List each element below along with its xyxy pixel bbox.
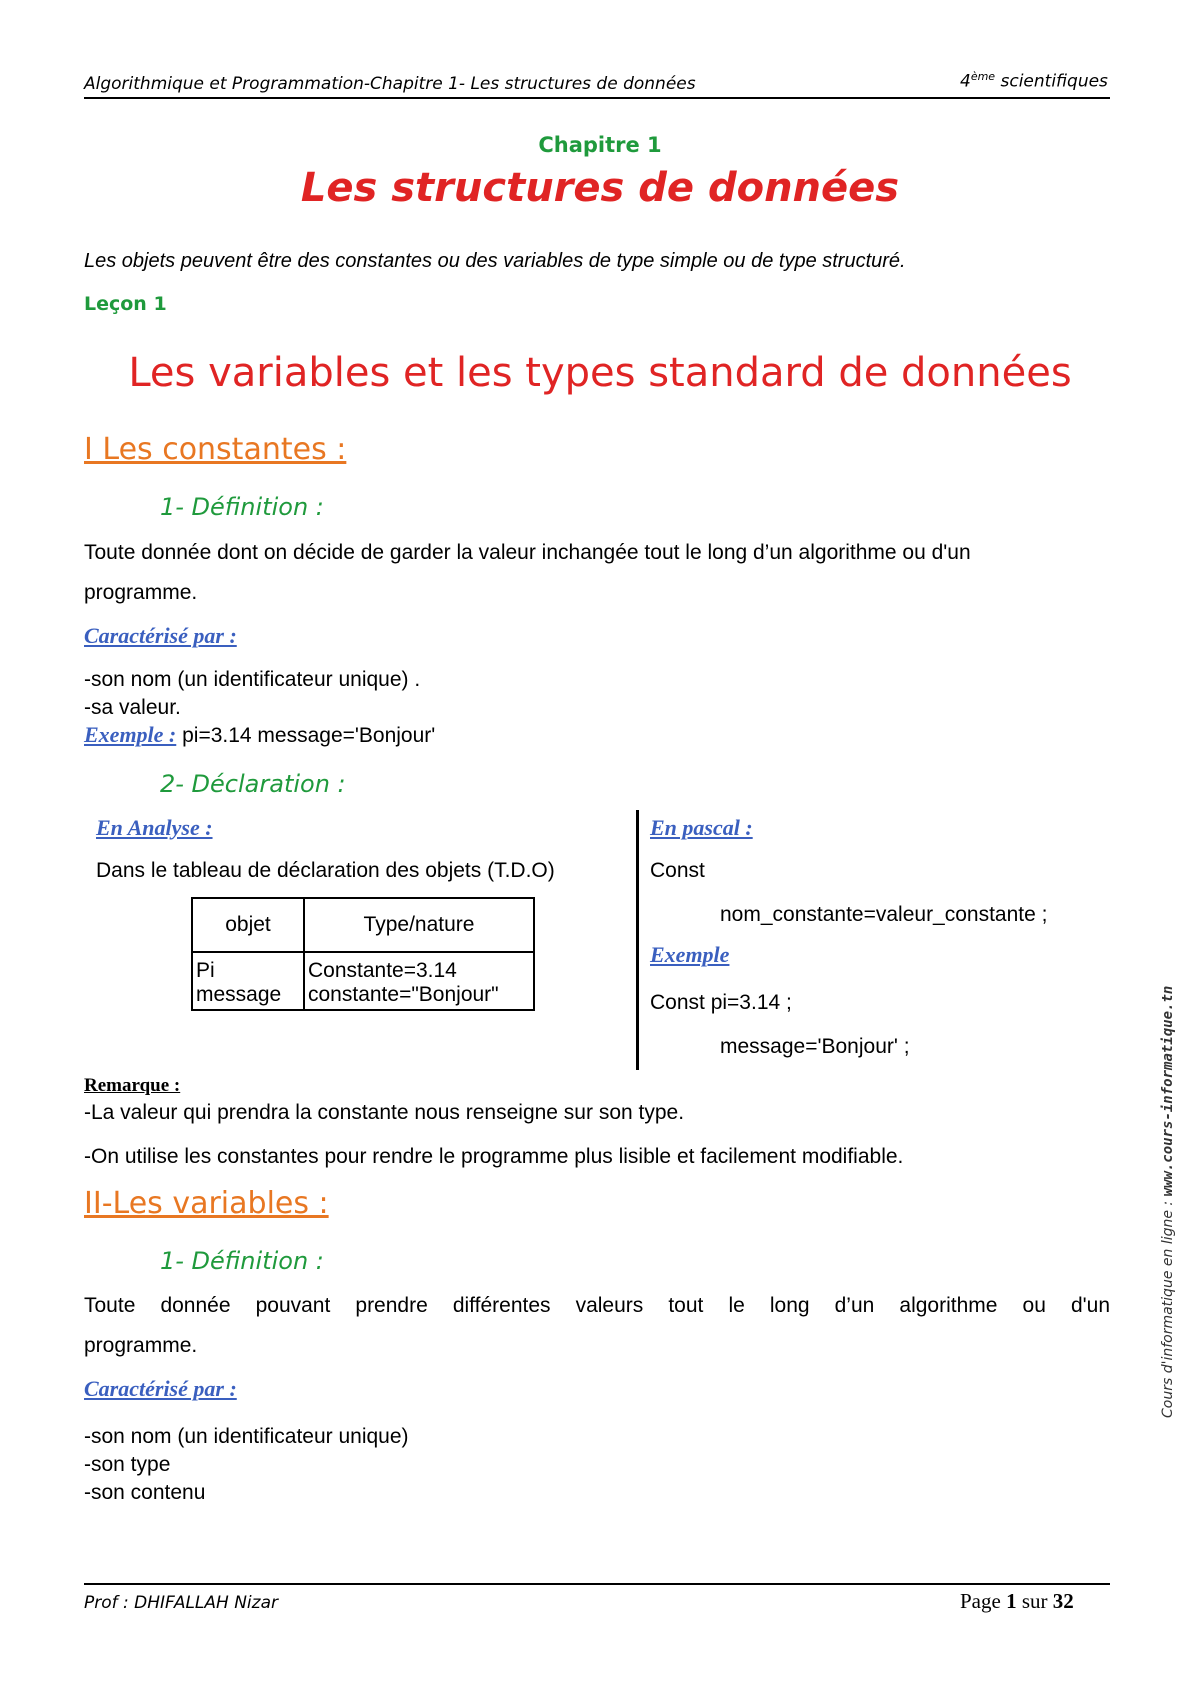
remark-label: Remarque :: [84, 1075, 181, 1096]
intro-text: Les objets peuvent être des constantes ou des variables de type simple ou de type structuré.: [84, 250, 906, 272]
definition-text-cont: programme.: [84, 581, 198, 604]
page-number: Page 1 sur 32: [960, 1589, 1074, 1613]
chapter-label: Chapitre 1: [538, 133, 662, 157]
table-header-row: [192, 898, 534, 952]
table-header: objet: [192, 898, 304, 952]
list-item: -son type: [84, 1453, 171, 1476]
chapter-title: Les structures de données: [300, 165, 900, 211]
subheading-definition: 1- Définition :: [160, 1247, 324, 1275]
pascal-label: En pascal :: [650, 815, 753, 840]
table-row: [192, 952, 534, 1010]
lesson-title: Les variables et les types standard de données: [128, 350, 1072, 396]
table-cell: Pi message: [192, 952, 304, 1010]
footer-rule: [84, 1583, 1110, 1585]
table-cell: Constante=3.14 constante="Bonjour": [304, 952, 534, 1010]
lesson-label: Leçon 1: [84, 293, 167, 315]
remark-text: -On utilise les constantes pour rendre le programme plus lisible et facilement modifiable.: [84, 1145, 904, 1168]
list-item: -sa valeur.: [84, 696, 181, 719]
subheading-definition: 1- Définition :: [160, 493, 324, 521]
pascal-line: nom_constante=valeur_constante ;: [720, 903, 1048, 926]
list-item: -son contenu: [84, 1481, 206, 1504]
section-title-variables: II-Les variables :: [84, 1186, 329, 1221]
remark-text: -La valeur qui prendra la constante nous renseigne sur son type.: [84, 1101, 685, 1124]
subheading-declaration: 2- Déclaration :: [160, 770, 346, 798]
tdo-table: [191, 897, 535, 1011]
example-label: Exemple :: [84, 722, 177, 747]
list-item: -son nom (un identificateur unique): [84, 1425, 409, 1448]
example-line: [84, 722, 435, 748]
definition-text-cont: programme.: [84, 1334, 198, 1357]
pascal-example-line: message='Bonjour' ;: [720, 1035, 910, 1058]
characterized-label: Caractérisé par :: [84, 623, 237, 648]
pascal-example-line: Const pi=3.14 ;: [650, 991, 792, 1014]
example-text: pi=3.14 message='Bonjour': [176, 724, 436, 747]
section-title-constantes: I Les constantes :: [84, 432, 347, 467]
analyse-text: Dans le tableau de déclaration des objets (T.D.O): [96, 859, 555, 882]
characterized-label: Caractérisé par :: [84, 1376, 237, 1401]
column-divider: [636, 810, 639, 1070]
running-header-right: 4ème scientifiques: [960, 70, 1108, 92]
pascal-line: Const: [650, 859, 705, 882]
list-item: -son nom (un identificateur unique) .: [84, 668, 421, 691]
pascal-example-label: Exemple: [650, 942, 730, 967]
table-header: Type/nature: [304, 898, 534, 952]
header-rule: [84, 97, 1110, 99]
running-header-left: Algorithmique et Programmation-Chapitre 1- Les structures de données: [84, 74, 696, 94]
analyse-label: En Analyse :: [96, 815, 213, 840]
definition-text: Toute donnée pouvant prendre différentes valeurs tout le long d’un algorithme ou d'un: [84, 1294, 1110, 1317]
footer-author: Prof : DHIFALLAH Nizar: [84, 1593, 278, 1613]
watermark: Cours d'informatique en ligne : www.cours-informatique.tn: [1160, 985, 1176, 1418]
definition-text: Toute donnée dont on décide de garder la valeur inchangée tout le long d’un algorithme ou d'un: [84, 541, 971, 564]
